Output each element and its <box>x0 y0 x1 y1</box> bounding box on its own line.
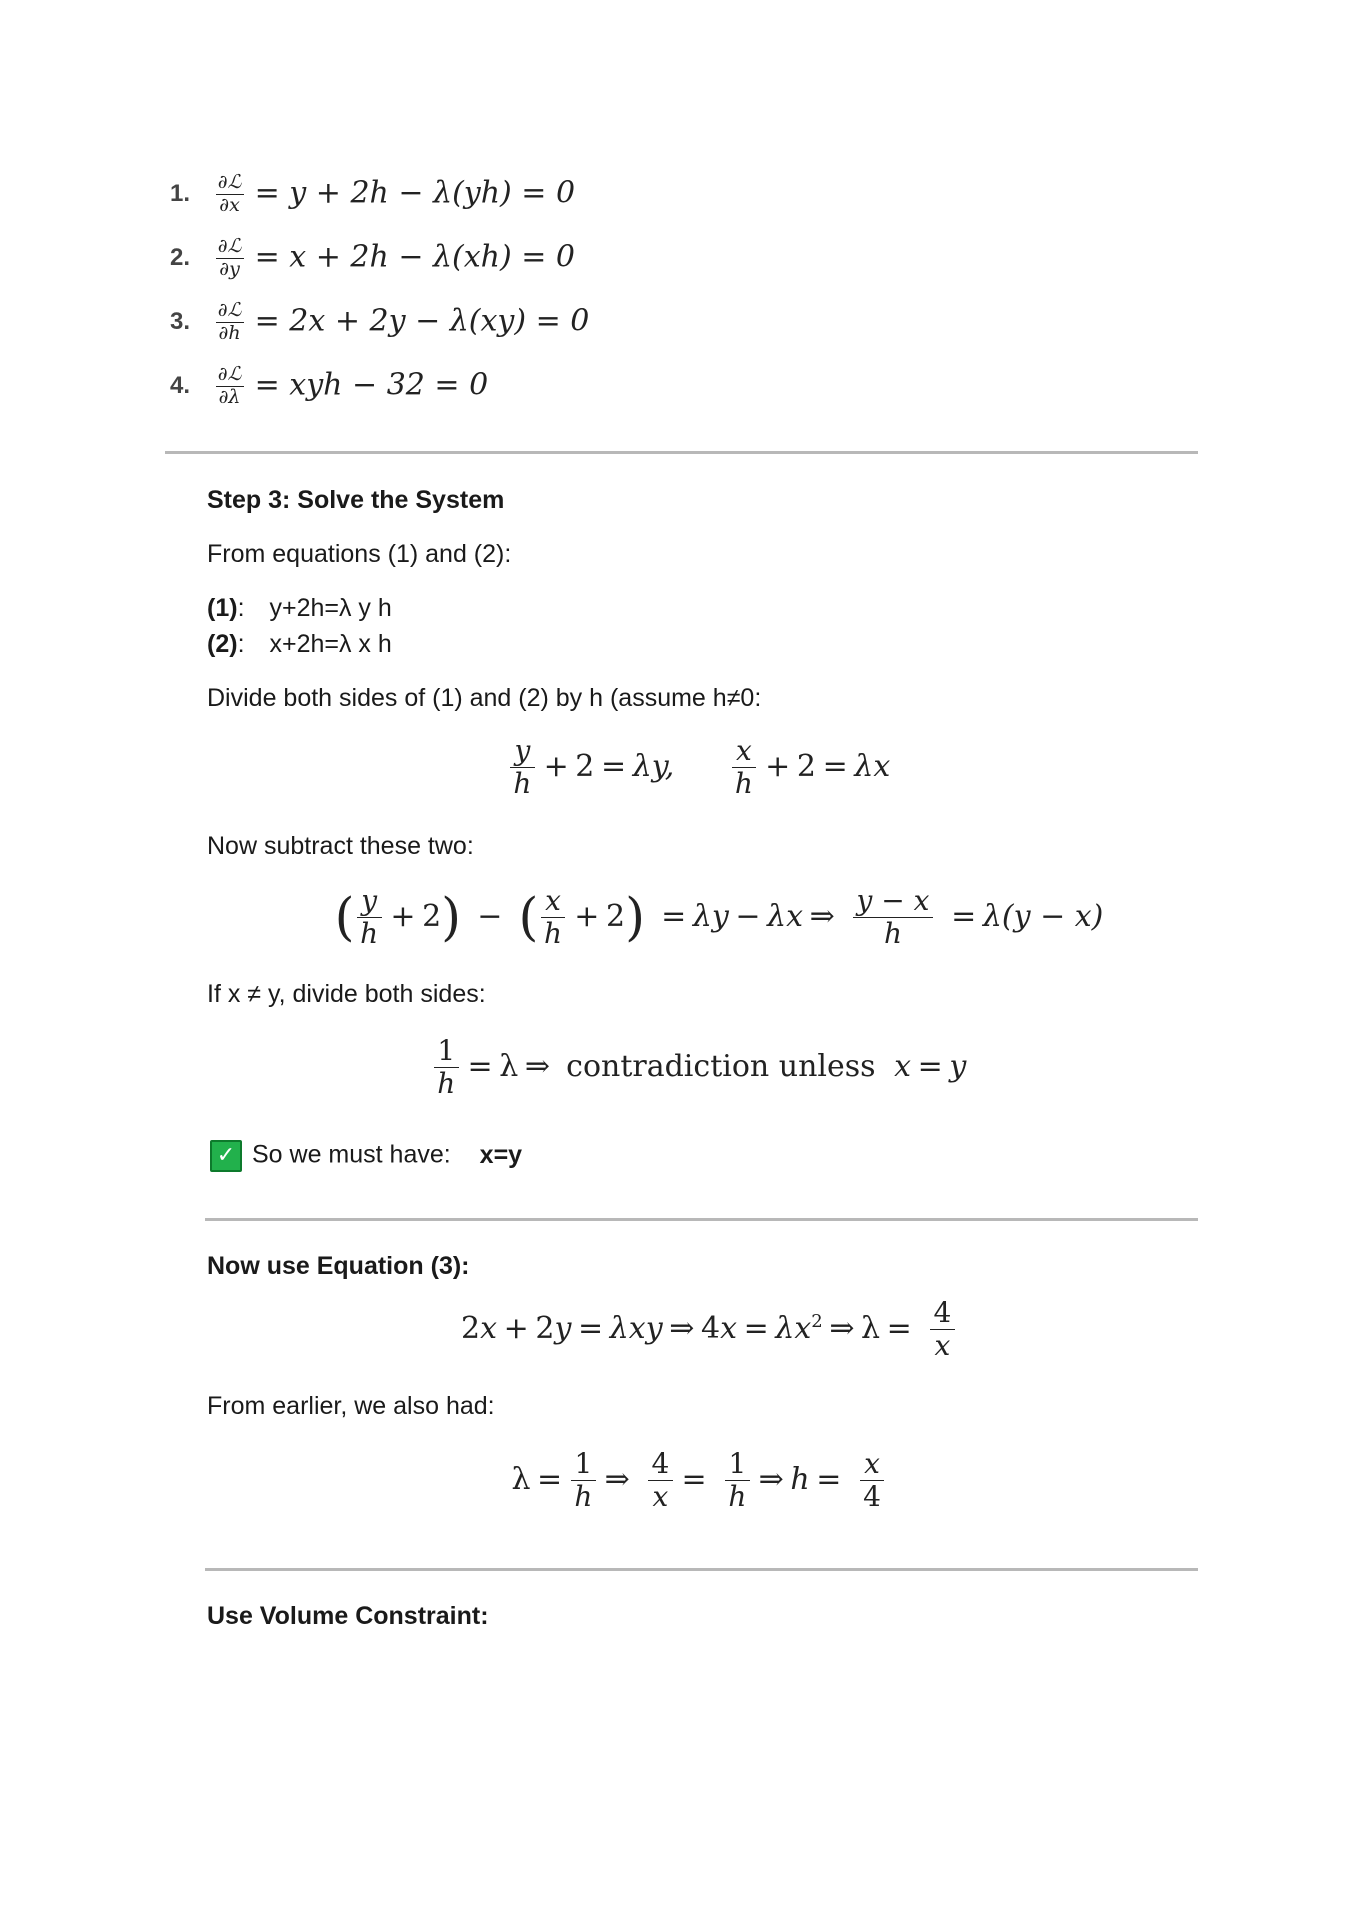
fraction-denominator: ∂λ <box>218 385 241 408</box>
fraction-denominator: ∂y <box>219 257 240 280</box>
equation-row <box>170 162 589 226</box>
equation-rhs: = x + 2h − λ(xh) = 0 <box>254 239 576 274</box>
equation-expression <box>214 236 575 281</box>
section-divider <box>165 451 1198 454</box>
paragraph-text: From earlier, we also had: <box>207 1392 495 1420</box>
equation-rhs: = y + 2h − λ(yh) = 0 <box>254 175 576 210</box>
equation-text: y+2h=λ y h <box>269 594 392 622</box>
fraction-denominator: ∂x <box>219 193 240 216</box>
equation-number: 3. <box>170 308 191 335</box>
label-colon: : <box>237 594 245 622</box>
section-heading: Now use Equation (3): <box>207 1252 470 1280</box>
display-equation-contradiction: $\frac{1}{h}$ = λ ⇒ contradiction unless x = y <box>0 1035 1358 1100</box>
equation-row <box>170 226 589 290</box>
equation-number: 4. <box>170 372 191 399</box>
fraction-numerator: ∂ℒ <box>216 300 244 323</box>
paragraph-text: Divide both sides of (1) and (2) by h (assume h≠0: <box>207 684 762 712</box>
conclusion-value: x=y <box>479 1140 523 1169</box>
section-heading: Use Volume Constraint: <box>207 1602 489 1630</box>
conclusion-line <box>210 1140 522 1172</box>
equation-label: (1) <box>207 594 238 622</box>
equation-row <box>170 354 589 418</box>
equation-rhs: = xyh − 32 = 0 <box>254 367 489 402</box>
section-divider <box>205 1218 1198 1221</box>
checkmark-icon: ✓ <box>210 1140 242 1172</box>
label-colon: : <box>237 630 245 658</box>
equation-row <box>170 290 589 354</box>
conclusion-text: So we must have: <box>252 1140 451 1169</box>
fraction-denominator: ∂h <box>218 321 241 344</box>
equation-line-2 <box>207 630 392 659</box>
equation-number: 2. <box>170 244 191 271</box>
section-heading: Step 3: Solve the System <box>207 486 505 514</box>
equation-label: (2) <box>207 630 238 658</box>
paragraph-text: Now subtract these two: <box>207 832 474 860</box>
section-divider <box>205 1568 1198 1571</box>
fraction-numerator: ∂ℒ <box>216 364 244 387</box>
display-equation-h: λ = $\frac{1}{h}$ ⇒ $\frac{4}{x}$ = $\frac{1}{h}$ ⇒ h = $\frac{x}{4}$ <box>0 1448 1358 1513</box>
display-equation-subtracted: ( $\frac{y}{h}$ + 2) − ( $\frac{x}{h}$ + 2) = λy − λx ⇒ $\frac{y - x}{h}$ = λ(y − x) <box>334 884 1104 951</box>
contradiction-text: contradiction unless <box>566 1048 876 1084</box>
display-equation-lambda: 2x + 2y = λxy ⇒ $4x = \lambda x^2$ ⇒ λ = $\frac{4}{x}$ <box>0 1297 1358 1362</box>
equation-expression <box>214 172 575 217</box>
equation-text: x+2h=λ x h <box>269 630 392 658</box>
equation-number: 1. <box>170 180 191 207</box>
equation-expression <box>214 364 488 409</box>
equation-line-1 <box>207 594 392 623</box>
paragraph-text: If x ≠ y, divide both sides: <box>207 980 486 1008</box>
display-equation-divided: $\frac{y}{h}$ + 2 = λy, $\frac{x}{h}$ + 2 = λx <box>0 735 1358 800</box>
equation-rhs: = 2x + 2y − λ(xy) = 0 <box>254 303 590 338</box>
fraction-numerator: ∂ℒ <box>216 236 244 259</box>
fraction-numerator: ∂ℒ <box>216 172 244 195</box>
partial-derivative-list <box>170 162 589 418</box>
paragraph-text: From equations (1) and (2): <box>207 540 512 568</box>
equation-expression <box>214 300 589 345</box>
